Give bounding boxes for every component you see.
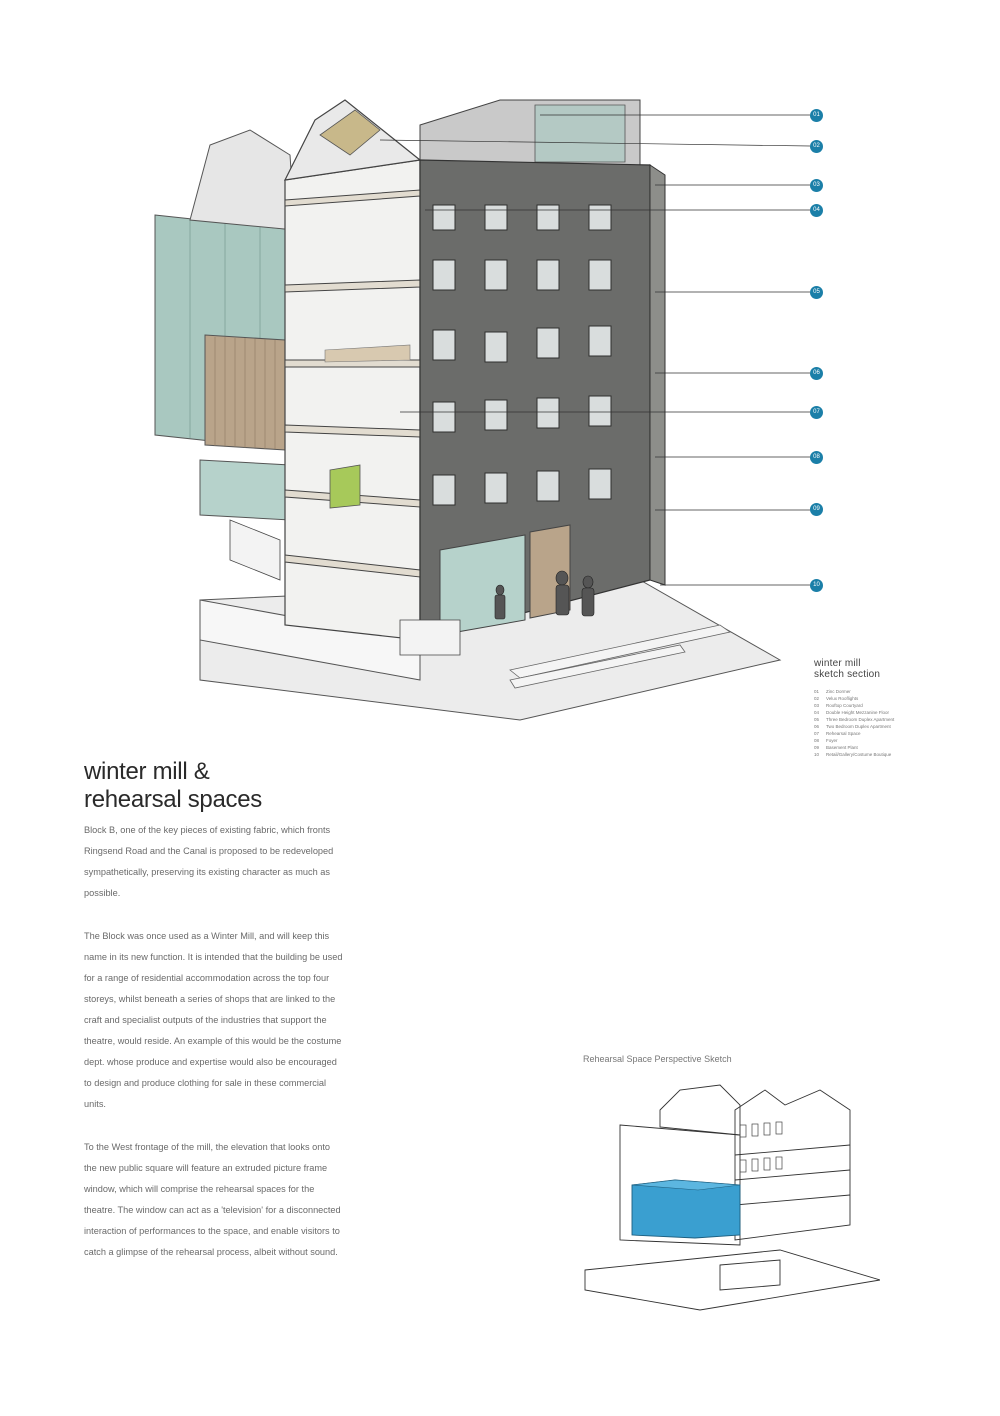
callout-01: 01 xyxy=(810,109,823,122)
callout-06: 06 xyxy=(810,367,823,380)
callout-09: 09 xyxy=(810,503,823,516)
dormer-glazing xyxy=(535,105,625,162)
body-paragraph-3: To the West frontage of the mill, the elevation that looks onto the new public square will feature an extruded picture frame window, which will comprise the rehearsal spaces for the theatre. The window can act as a 'television' for a disconnected interaction of performances to the space, and enable visitors to catch a glimpse of the rehearsal process, albeit without sound. xyxy=(84,1142,341,1257)
ground-floor-glazing xyxy=(200,460,290,520)
callout-03: 03 xyxy=(810,179,823,192)
callout-10: 10 xyxy=(810,579,823,592)
callout-04: 04 xyxy=(810,204,823,217)
callout-05: 05 xyxy=(810,286,823,299)
sketch-windows xyxy=(740,1122,782,1172)
legend-item: 02 Velux Rooflights xyxy=(814,696,859,701)
legend-title-line2: sketch section xyxy=(814,669,881,680)
legend-title-line1: winter mill xyxy=(814,658,861,669)
legend-item: 05 Three Bedroom Duplex Apartment xyxy=(814,717,895,722)
sketch-mill-gable xyxy=(660,1085,740,1135)
legend-item: 06 Two Bedroom Duplex Apartment xyxy=(814,724,891,729)
entrance-stair xyxy=(400,620,460,655)
section-legend xyxy=(814,658,934,758)
body-text xyxy=(84,820,344,1285)
page-title-line1: winter mill & xyxy=(84,758,210,785)
legend-item: 03 Rooftop Courtyard xyxy=(814,703,863,708)
side-stone-wall xyxy=(650,165,665,585)
sketch-ground xyxy=(585,1250,880,1310)
legend-item: 07 Rehearsal Space xyxy=(814,731,861,736)
sketch-basement xyxy=(720,1260,780,1290)
rear-gable xyxy=(190,130,295,230)
legend-item: 01 Zinc Dormer xyxy=(814,689,851,694)
basement-stair xyxy=(230,520,280,580)
rehearsal-partition xyxy=(330,465,360,508)
page-title xyxy=(84,758,262,814)
rehearsal-space-sketch xyxy=(580,1075,880,1315)
page-title-line2: rehearsal spaces xyxy=(84,786,262,813)
callout-08: 08 xyxy=(810,451,823,464)
legend-item: 10 Retail/Gallery/Costume Boutique xyxy=(814,752,892,757)
callout-07: 07 xyxy=(810,406,823,419)
legend-item: 08 Foyer xyxy=(814,738,838,743)
body-paragraph-2: The Block was once used as a Winter Mill, and will keep this name in its new function. It is intended that the building be used for a range of residential accommodation across the top four storeys, whilst beneath a series of shops that are linked to the craft and specialist outputs of the industries that support the theatre, would reside. An example of this would be the costume dept. whose produce and expertise would also be encouraged to design and produce clothing for sale in these commercial units. xyxy=(84,931,343,1109)
building-section-drawing xyxy=(80,80,840,750)
body-paragraph-1: Block B, one of the key pieces of existing fabric, which fronts Ringsend Road and the Canal is proposed to be redeveloped sympathetically, preserving its existing character as much as possible. xyxy=(84,825,334,898)
legend-item: 04 Double Height Mezzanine Floor xyxy=(814,710,890,715)
legend-list xyxy=(814,688,934,758)
callout-02: 02 xyxy=(810,140,823,153)
legend-item: 09 Basement Plant xyxy=(814,745,858,750)
sketch-caption: Rehearsal Space Perspective Sketch xyxy=(583,1054,732,1064)
